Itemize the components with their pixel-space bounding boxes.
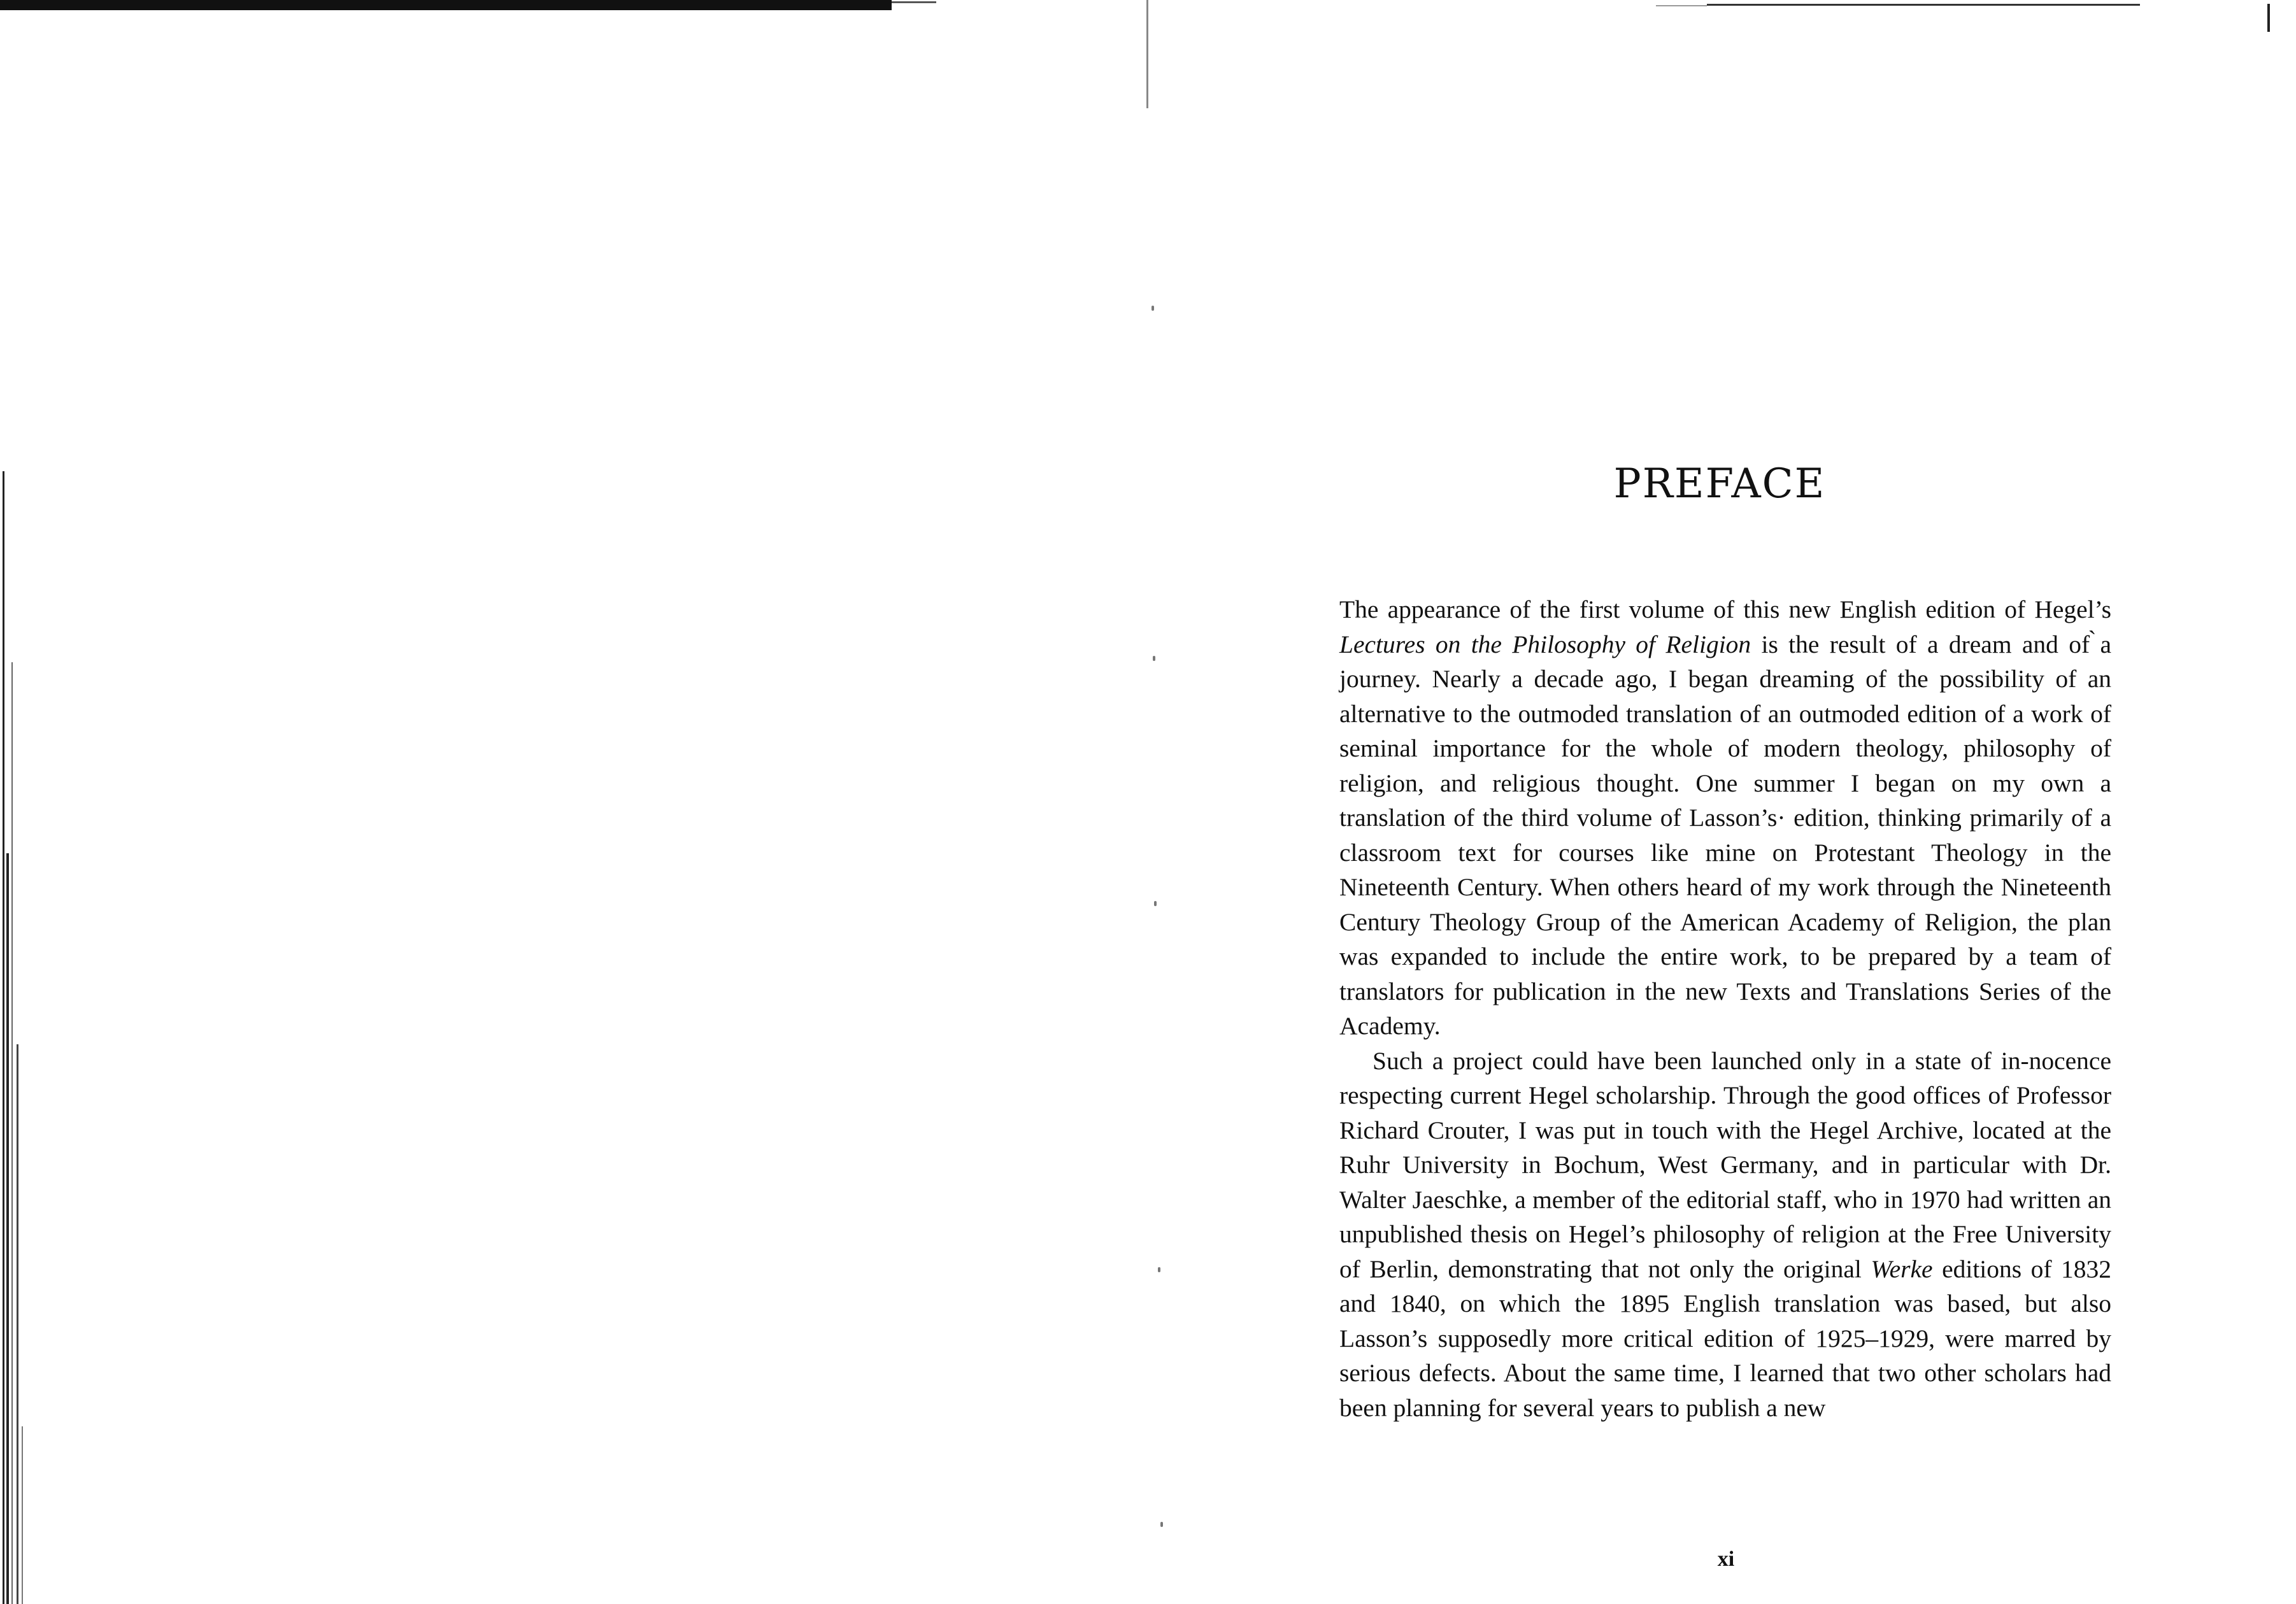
text-run: editions of 1832 and 1840, on which the 1895 English translation was based, but also Lasson’s supposedly more critical edition of 1925–1929, were marred by serious defects. About the same time, I learned that two other scholars had been planning for several years to publish a new xyxy=(1339,1254,2111,1422)
scan-left-edge-shadow xyxy=(0,471,38,1604)
page-title: PREFACE xyxy=(1613,460,1826,507)
italic-title: Werke xyxy=(1871,1254,1933,1283)
paragraph xyxy=(1339,592,2111,1044)
scan-speck xyxy=(1152,306,1154,311)
scan-edge-mark xyxy=(892,1,936,3)
scan-speck xyxy=(1158,1267,1160,1272)
scan-edge-rule-top-right xyxy=(1707,4,2140,6)
scan-edge-shadow-top-left xyxy=(0,0,892,10)
scan-edge-mark xyxy=(1656,5,1707,6)
text-run: Such a project could have been launched only in a state of in-nocence respecting current Hegel scholarship. Through the good offices of Professor Richard Crouter, I was put in touch with the Hegel Archive, located at the Ruhr University in Bochum, West Germany, and in particular with Dr. Walter Jaeschke, a member of the editorial staff, who in 1970 had written an unpublished thesis on Hegel’s philosophy of religion at the Free University of Berlin, demonstrating that not only the original xyxy=(1339,1046,2111,1283)
scan-corner-mark xyxy=(2267,4,2270,32)
italic-title: Lectures on the Philosophy of Religion xyxy=(1339,630,1751,658)
text-run: The appearance of the first volume of this new English edition of Hegel’s xyxy=(1339,595,2111,623)
paragraph xyxy=(1339,1044,2111,1426)
page-number: xi xyxy=(1717,1547,1735,1571)
book-gutter-line xyxy=(1146,0,1148,108)
body-text xyxy=(1339,592,2111,1425)
scan-speck xyxy=(1153,656,1155,661)
text-run: is the result of a dream and of ̀a journey. Nearly a decade ago, I began dreaming of the possibility of an alternative to the outmoded translation of an outmoded edition of a work of seminal importance for the whole of modern theology, philosophy of religion, and religious thought. One summer I began on my own a translation of the third volume of Lasson’s· edition, thinking primarily of a classroom text for courses like mine on Protestant Theology in the Nineteenth Century. When others heard of my work through the Nineteenth Century Theology Group of the American Academy of Religion, the plan was expanded to include the entire work, to be prepared by a team of translators for publication in the new Texts and Translations Series of the Academy. xyxy=(1339,630,2111,1040)
scan-speck xyxy=(1154,901,1157,906)
scan-speck xyxy=(1160,1522,1163,1527)
